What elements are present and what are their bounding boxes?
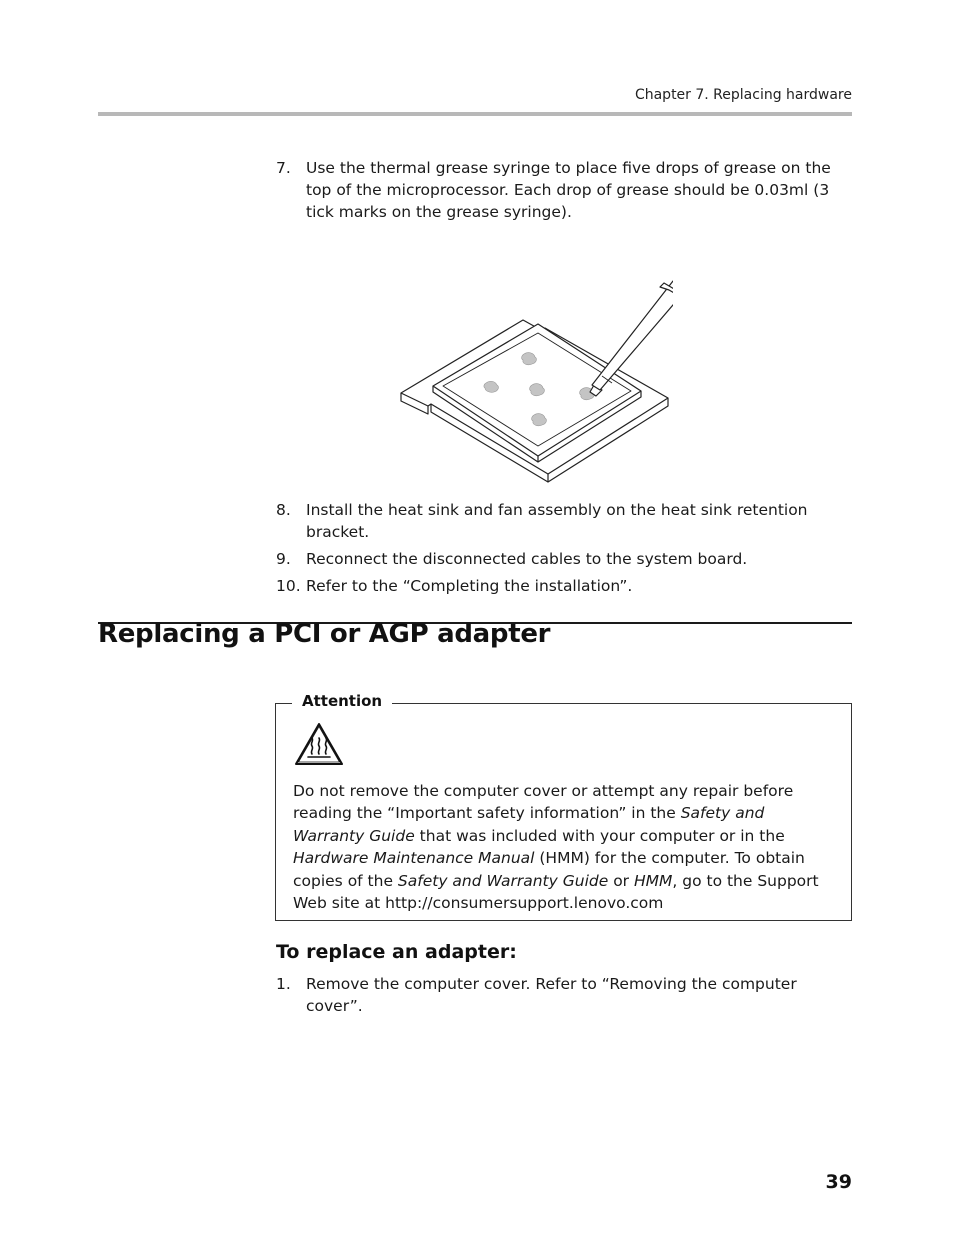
step-text: Install the heat sink and fan assembly on the heat sink retention bracket. [306,501,808,541]
steps-after-figure [276,499,854,602]
procedure-step-1 [276,973,854,1017]
attention-text-segment: (HMM) for the computer. To obtain copies of the [293,849,805,890]
step-number: 1. [276,975,291,993]
attention-box [275,692,852,921]
step-text: Use the thermal grease syringe to place five drops of grease on the top of the microprocessor. Each drop of grease should be 0.03ml (3 tick marks on the grease syringe). [306,159,831,221]
step-text: Refer to the “Completing the installation”. [306,577,633,595]
step-number: 9. [276,550,291,568]
step-text: Remove the computer cover. Refer to “Removing the computer cover”. [306,975,797,1015]
document-title-hmm-abbrev: HMM [633,871,673,890]
section-title: Replacing a PCI or AGP adapter [98,619,551,649]
step-text: Reconnect the disconnected cables to the system board. [306,550,748,568]
step-8 [276,499,854,543]
step-number: 7. [276,159,291,177]
document-title-hmm: Hardware Maintenance Manual [293,849,535,868]
attention-text [293,780,838,914]
header-rule [98,112,852,116]
attention-text-segment: or [608,871,634,890]
hot-surface-warning-icon [293,721,345,767]
step-number: 8. [276,501,291,519]
running-head: Chapter 7. Replacing hardware [634,87,852,103]
step-10 [276,575,854,597]
procedure-steps [276,973,854,1017]
procedure-title: To replace an adapter: [276,941,517,963]
cpu-grease-illustration [398,238,673,488]
attention-text-segment: Do not remove the computer cover or attempt any repair before reading the “Important safety information” in the [293,782,794,823]
page-number: 39 [825,1171,852,1193]
step-number: 10. [276,577,301,595]
attention-label: Attention [292,692,392,710]
attention-text-segment: , go to the Support Web site at http://consumersupport.lenovo.com [293,871,819,913]
step-9 [276,548,854,570]
attention-text-segment: that was included with your computer or in the [414,826,785,845]
document-title-safety-warranty: Safety and Warranty Guide [293,804,765,845]
steps-before-figure [276,157,854,223]
document-title-safety-warranty: Safety and Warranty Guide [397,871,609,890]
step-7 [276,157,854,223]
